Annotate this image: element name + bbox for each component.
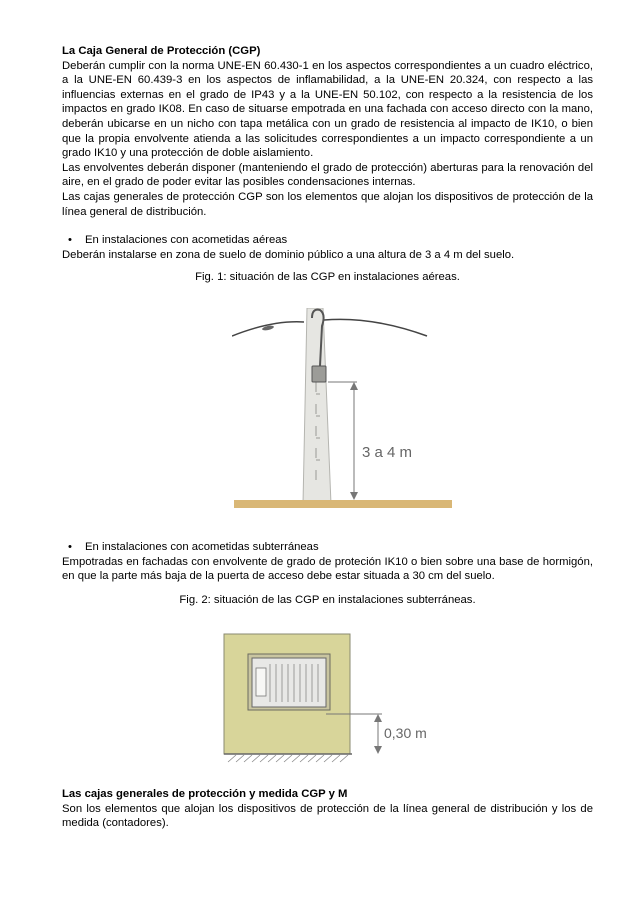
bullet-underground: • En instalaciones con acometidas subterráneas [62, 540, 593, 555]
caption-fig1: Fig. 1: situación de las CGP en instalaciones aéreas. [195, 271, 460, 284]
dimension-label-3a4m: 3 a 4 m [362, 444, 413, 461]
section-title-cgp: La Caja General de Protección (CGP) [62, 45, 261, 57]
pole-shape [303, 308, 331, 504]
paragraph-aerial: Deberán instalarse en zona de suelo de dominio público a una altura de 3 a 4 m del suelo. [62, 248, 515, 261]
paragraph-definition: Las cajas generales de protección CGP son los elementos que alojan los dispositivos de protección de la línea general de distribución. [62, 190, 593, 218]
caption-fig2: Fig. 2: situación de las CGP en instalaciones subterráneas. [179, 593, 476, 606]
section-title-cgp-m: Las cajas generales de protección y medida CGP y M [62, 788, 348, 800]
paragraph-ventilation: Las envolventes deberán disponer (manteniendo el grado de protección) aberturas para la renovación del aire, en el grado de poder evitar las posibles condensaciones internas. [62, 161, 593, 189]
document-page-bottom [62, 787, 593, 831]
paragraph-standards: Deberán cumplir con la norma UNE-EN 60.430-1 en los aspectos correspondientes a un cuadro eléctrico, a la UNE-EN 60.439-3 en los aspectos de inflamabilidad, a la UNE-EN 20.324, con respecto a las influencias externas en el grado de IP43 y a la UNE-EN 50.102, con respecto a la resistencia de los impactos en grado IK08. En caso de situarse empotrada en una fachada con acceso directo con la mano, deberán ubicarse en un nicho con tapa metálica con un grado de resistencia al impacto de IK10, o bien que la propia envolvente atienda a las solicitudes correspondientes a un impacto correspondiente a un grado IK10 y una protección de doble aislamiento. [62, 59, 593, 160]
document-page [62, 44, 593, 285]
dimension-label-030m: 0,30 m [384, 725, 427, 741]
figure-underground-niche [222, 632, 440, 774]
figure-aerial-pole [232, 308, 454, 508]
bullet-aerial: • En instalaciones con acometidas aéreas [62, 233, 593, 248]
paragraph-cgp-m: Son los elementos que alojan los dispositivos de protección de la línea general de distribución y los de medida (contadores). [62, 802, 593, 830]
ground [234, 500, 452, 508]
paragraph-underground: Empotradas en fachadas con envolvente de grado de proteción IK10 o bien sobre una base de hormigón, en que la parte más baja de la puerta de acceso debe estar situada a 30 cm del suelo. [62, 555, 593, 583]
cgp-box [312, 366, 326, 382]
document-page-lower [62, 540, 593, 607]
